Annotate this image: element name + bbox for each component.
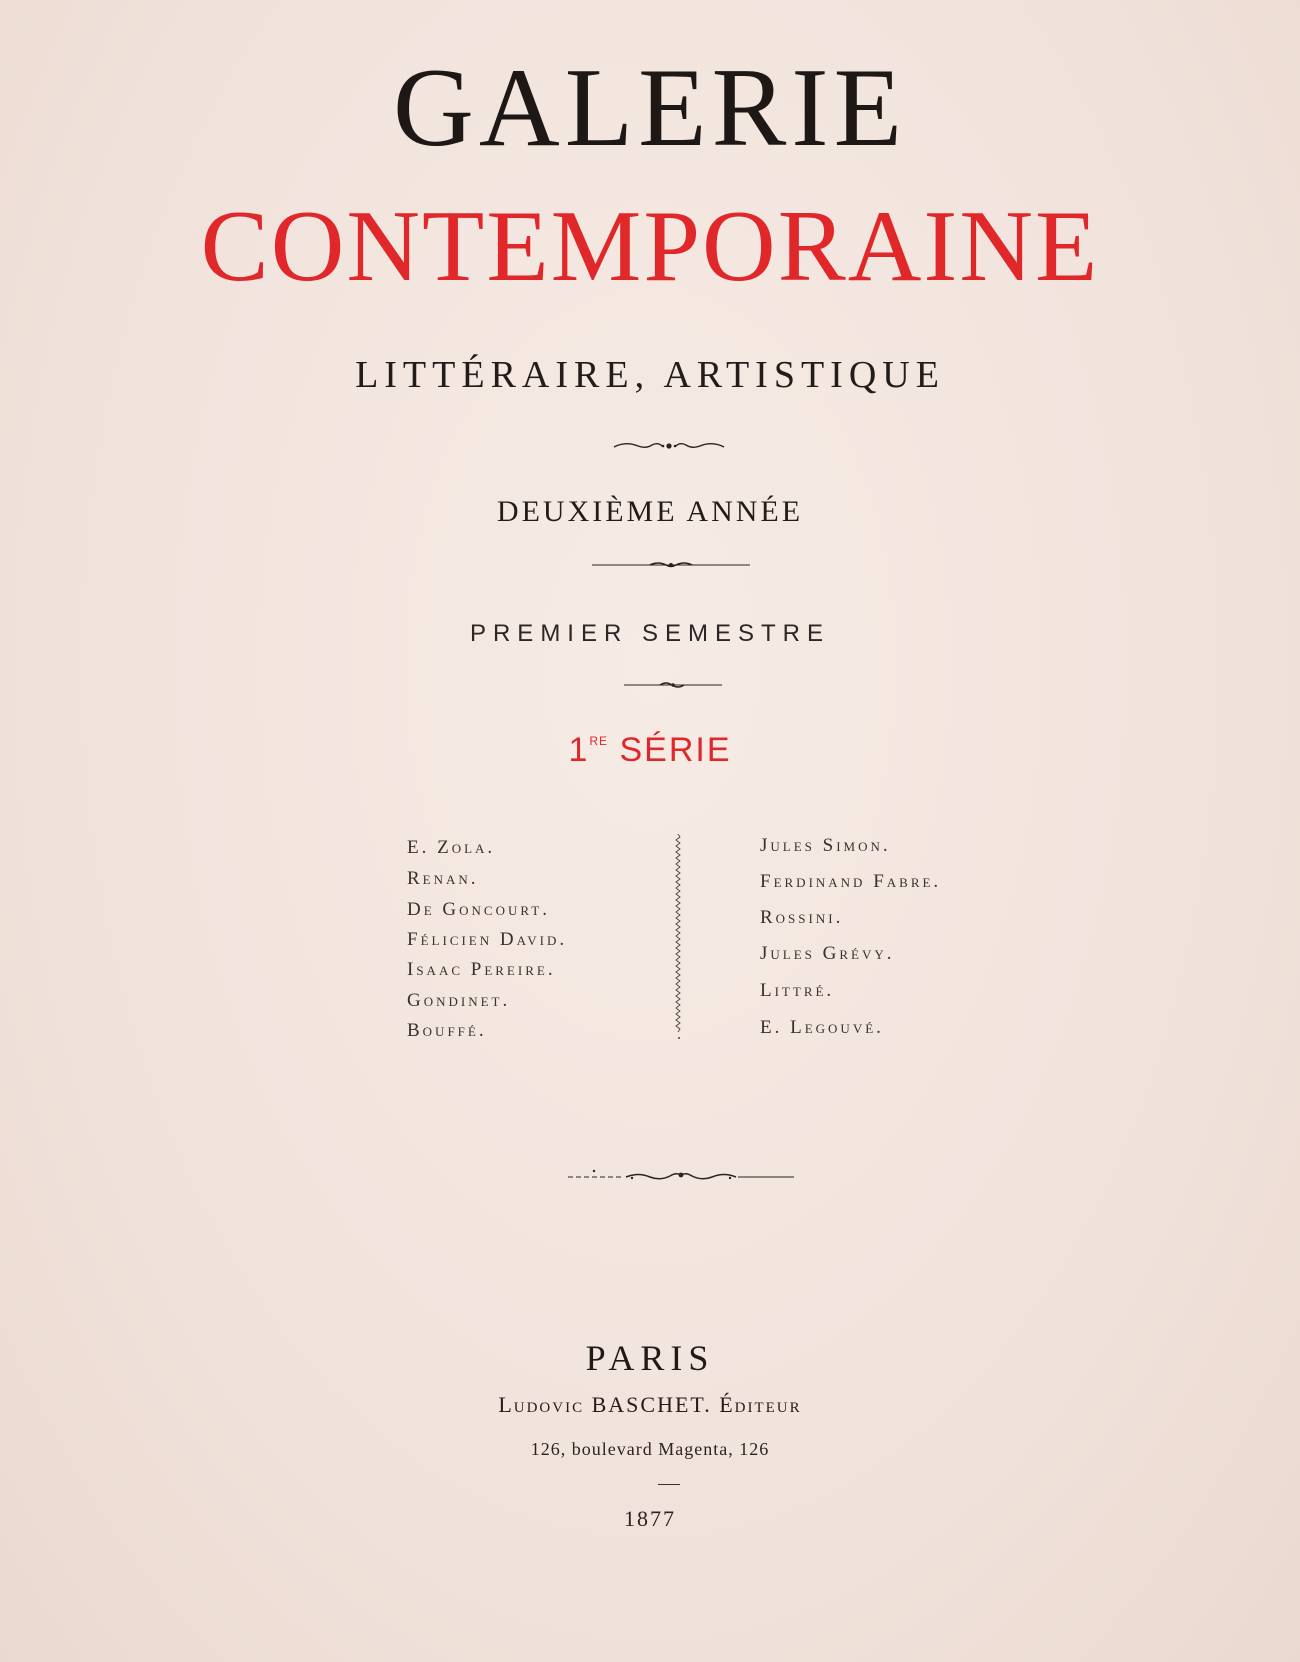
imprint-address: 126, boulevard Magenta, 126 [530,1439,770,1459]
title-line-2: CONTEMPORAINE [200,190,1100,303]
list-item: Renan. [407,868,479,889]
series-label [0,733,1300,767]
subtitle: LITTÉRAIRE, ARTISTIQUE [355,354,945,396]
imprint-city: PARIS [585,1338,715,1378]
list-item: Isaac Pereire. [407,959,556,980]
list-item: De Goncourt. [407,899,550,920]
year-label: DEUXIÈME ANNÉE [496,495,804,528]
title-line-1: GALERIE [392,46,907,170]
ornament-4-icon [568,1168,794,1182]
list-item: E. Zola. [407,837,496,858]
column-divider-icon [674,834,682,1040]
names-right-column [760,836,980,1036]
series-suffix: RE [589,734,609,748]
publisher-role: Éditeur [719,1392,802,1417]
names-left-column [407,837,627,1041]
semester-label: PREMIER SEMESTRE [469,620,831,647]
series-word: SÉRIE [619,731,732,769]
imprint-publisher [0,1394,1300,1416]
series-number: 1 [568,731,590,769]
list-item: E. Legouvé. [760,1017,884,1038]
ornament-1-icon [612,439,726,453]
list-item: Jules Grévy. [760,943,895,964]
ornament-2-icon [592,560,750,570]
list-item: Bouffé. [407,1020,487,1041]
publisher-name: BASCHET. [591,1392,712,1417]
list-item: Rossini. [760,907,844,928]
publisher-first-name: Ludovic [498,1392,585,1417]
list-item: Gondinet. [407,990,511,1011]
list-item: Ferdinand Fabre. [760,871,942,892]
ornament-3-icon [624,680,722,690]
list-item: Félicien David. [407,929,568,950]
imprint-divider [658,1484,680,1485]
list-item: Littré. [760,980,835,1001]
list-item: Jules Simon. [760,835,891,856]
imprint-year: 1877 [624,1506,676,1531]
